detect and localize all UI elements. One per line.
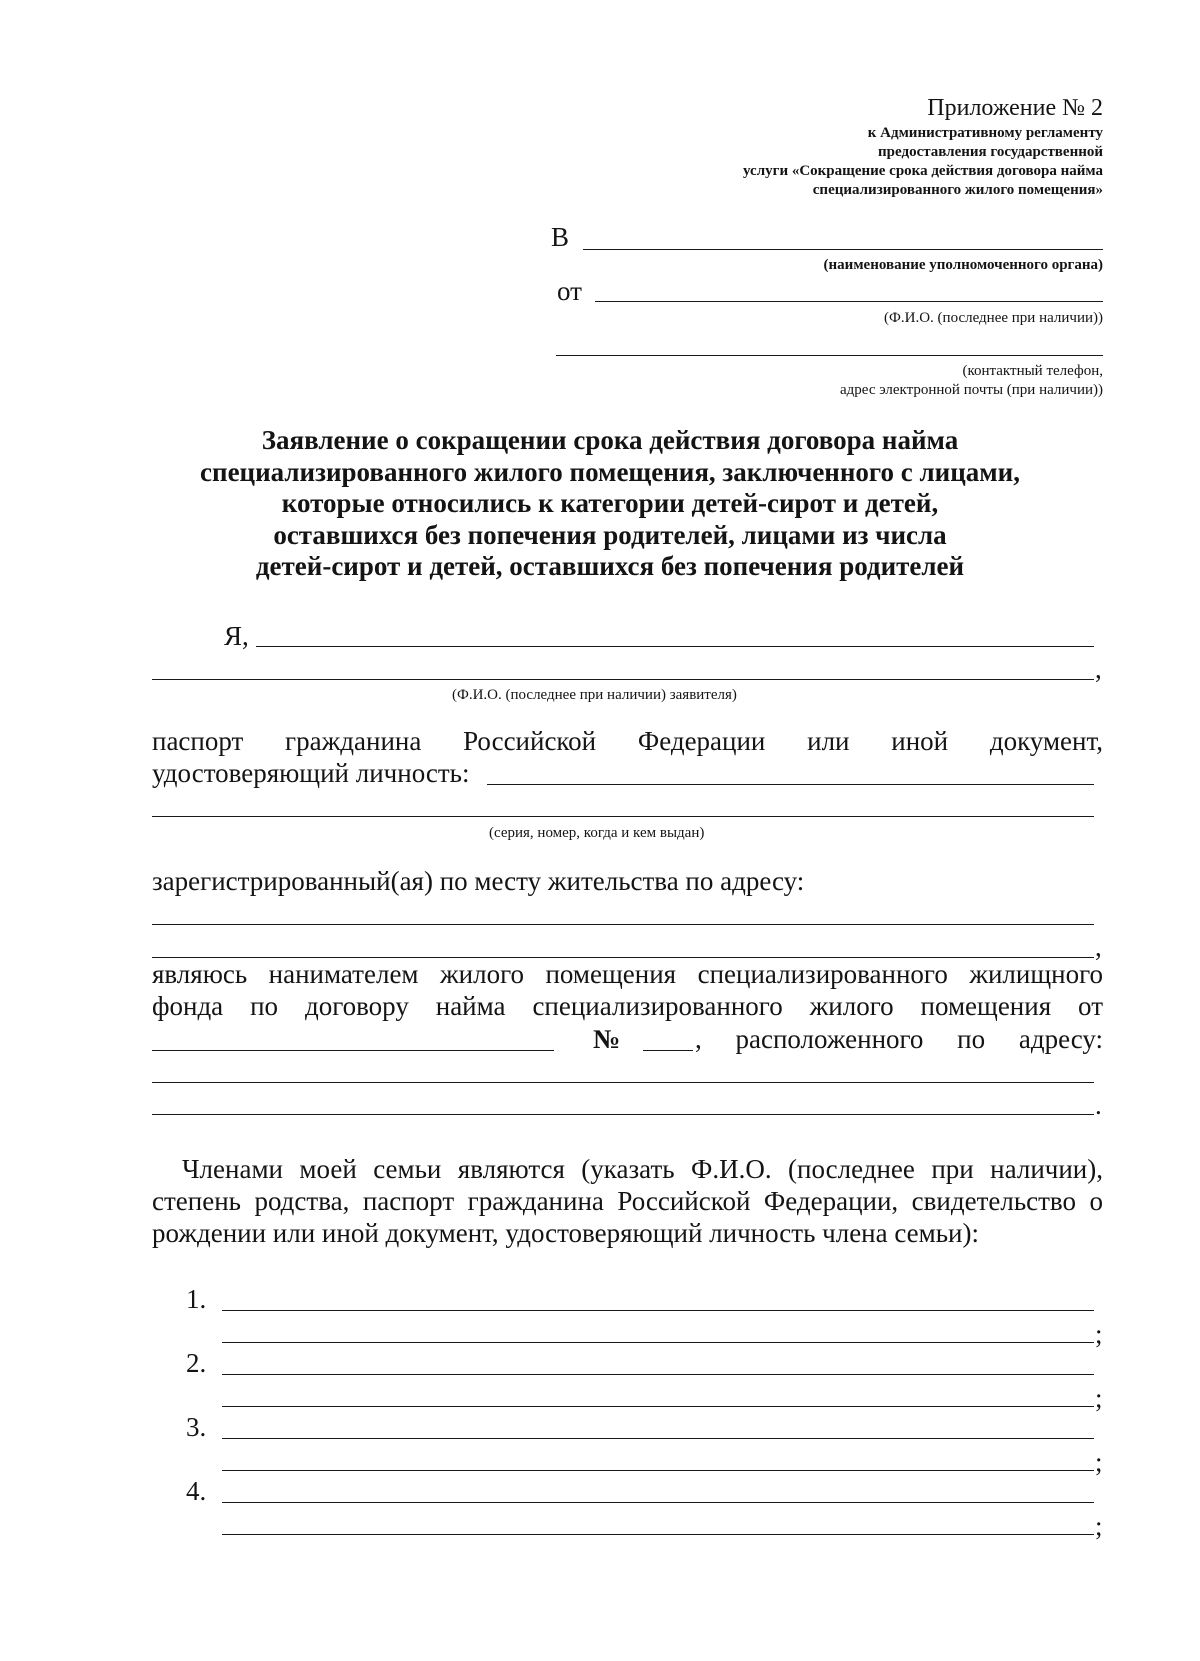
family-member-4-field-1[interactable] <box>222 1502 1094 1503</box>
title-line: детей-сирот и детей, оставшихся без попечения родителей <box>255 551 965 581</box>
semicolon-mark: ; <box>1095 1447 1103 1477</box>
title-line: оставшихся без попечения родителей, лицами из числа <box>273 519 947 550</box>
family-text: Членами моей семьи являются (указать Ф.И.О. (последнее при наличии), <box>182 1154 1103 1184</box>
to-label: В <box>551 222 570 252</box>
contract-number-field[interactable] <box>643 1050 693 1051</box>
family-member-2-field-1[interactable] <box>222 1374 1094 1375</box>
applicant-name-caption: (Ф.И.О. (последнее при наличии) заявителя) <box>452 687 737 703</box>
passport-text: паспорт гражданина Российской Федерации или иной документ, <box>152 726 1103 756</box>
title-line: специализированного жилого помещения, заключенного с лицами, <box>200 456 1020 487</box>
contact-caption <box>840 362 1103 400</box>
family-member-4-field-2[interactable] <box>222 1534 1094 1535</box>
contact-field[interactable] <box>556 355 1103 356</box>
document-title <box>150 425 1070 583</box>
registration-label: зарегистрированный(ая) по месту жительства по адресу: <box>152 866 805 896</box>
property-address-field-2[interactable] <box>152 1114 1094 1115</box>
appendix-subtitle <box>743 124 1103 200</box>
list-item-number: 3. <box>186 1412 207 1442</box>
period-mark: . <box>1095 1090 1102 1120</box>
from-name-field[interactable] <box>595 301 1103 302</box>
comma-mark: , <box>1095 932 1102 962</box>
appendix-subtitle-line: к Административному регламенту <box>867 125 1103 141</box>
list-item-number: 2. <box>186 1348 207 1378</box>
contract-date-field[interactable] <box>152 1050 554 1051</box>
title-line: которые относились к категории детей-сирот и детей, <box>281 488 939 518</box>
tenant-text-2: фонда по договору найма специализированного жилого помещения от <box>152 991 1103 1021</box>
title-line: Заявление о сокращении срока действия договора найма <box>261 425 959 455</box>
family-member-1-field-2[interactable] <box>222 1342 1094 1343</box>
registration-field-1[interactable] <box>152 924 1094 925</box>
comma-mark: , <box>1095 654 1102 684</box>
list-item-number: 1. <box>186 1284 207 1314</box>
applicant-name-field-1[interactable] <box>256 646 1094 647</box>
semicolon-mark: ; <box>1095 1511 1103 1541</box>
family-member-1-field-1[interactable] <box>222 1310 1094 1311</box>
passport-field-1[interactable] <box>487 784 1094 785</box>
semicolon-mark: ; <box>1095 1383 1103 1413</box>
located-text: , расположенного по адресу: <box>695 1024 1103 1054</box>
from-label: от <box>557 276 582 306</box>
passport-caption: (серия, номер, когда и кем выдан) <box>489 825 705 841</box>
contact-caption-line: (контактный телефон, <box>962 363 1103 379</box>
authority-name-field[interactable] <box>583 249 1103 250</box>
appendix-subtitle-line: специализированного жилого помещения» <box>812 182 1103 198</box>
family-member-3-field-2[interactable] <box>222 1470 1094 1471</box>
property-address-field-1[interactable] <box>152 1082 1094 1083</box>
family-text-3: рождении или иной документ, удостоверяющий личность члена семьи): <box>152 1218 979 1248</box>
authority-caption: (наименование уполномоченного органа) <box>823 257 1103 273</box>
appendix-subtitle-line: предоставления государственной <box>878 144 1103 160</box>
family-text-2: степень родства, паспорт гражданина Российской Федерации, свидетельство о <box>152 1186 1103 1216</box>
passport-text-2: удостоверяющий личность: <box>152 758 470 788</box>
passport-field-2[interactable] <box>152 816 1094 817</box>
tenant-text: являюсь нанимателем жилого помещения специализированного жилищного <box>152 959 1103 989</box>
appendix-title: Приложение № 2 <box>927 95 1103 121</box>
semicolon-mark: ; <box>1095 1319 1103 1349</box>
appendix-subtitle-line: услуги «Сокращение срока действия договора найма <box>743 163 1103 179</box>
family-member-2-field-2[interactable] <box>222 1406 1094 1407</box>
number-sign: № <box>593 1024 621 1054</box>
ya-label: Я, <box>224 621 249 651</box>
list-item-number: 4. <box>186 1476 207 1506</box>
contact-caption-line: адрес электронной почты (при наличии)) <box>840 382 1103 398</box>
applicant-name-field-2[interactable] <box>152 679 1094 680</box>
family-member-3-field-1[interactable] <box>222 1438 1094 1439</box>
from-name-caption: (Ф.И.О. (последнее при наличии)) <box>884 310 1103 326</box>
